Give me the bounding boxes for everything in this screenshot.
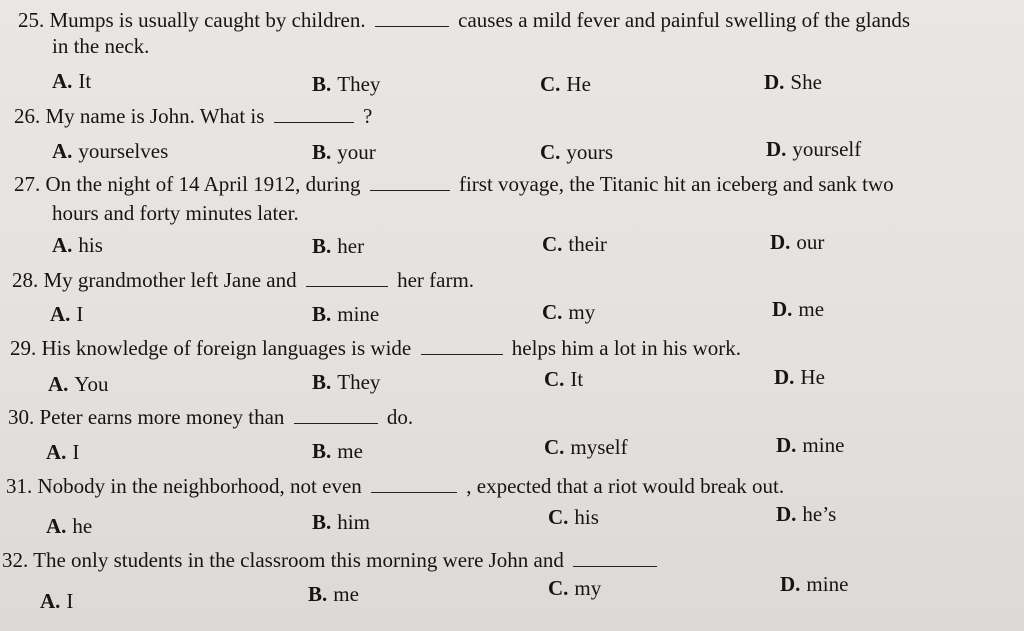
option-c[interactable]: C. his: [548, 505, 599, 529]
option-b[interactable]: B. mine: [312, 302, 380, 326]
option-c[interactable]: C. yours: [540, 140, 614, 164]
option-b[interactable]: B. me: [312, 439, 363, 463]
question-number: 26.: [14, 104, 41, 128]
question-text-after: her farm.: [397, 268, 475, 292]
answer-blank: [294, 405, 378, 424]
question-text-before: My name is John. What is: [45, 104, 265, 128]
question-number: 28.: [12, 268, 39, 292]
option-b[interactable]: B. me: [308, 582, 359, 606]
option-c[interactable]: C. It: [544, 367, 584, 391]
question-31: [6, 474, 784, 498]
option-a[interactable]: A. You: [48, 372, 109, 396]
question-number: 27.: [14, 172, 41, 196]
question-25-continuation: in the neck.: [52, 34, 150, 58]
question-number: 31.: [6, 474, 33, 498]
option-a[interactable]: A. It: [52, 69, 92, 93]
question-27-continuation: hours and forty minutes later.: [52, 201, 299, 225]
question-number: 25.: [18, 8, 45, 32]
option-c[interactable]: C. my: [548, 576, 602, 600]
answer-blank: [306, 268, 388, 287]
option-d[interactable]: D. She: [764, 70, 822, 94]
option-d[interactable]: D. mine: [776, 433, 845, 457]
option-d[interactable]: D. mine: [780, 572, 849, 596]
answer-blank: [421, 336, 503, 355]
question-29: [10, 336, 741, 360]
question-28: [12, 268, 474, 292]
question-text-before: Peter earns more money than: [39, 405, 285, 429]
option-b[interactable]: B. her: [312, 234, 365, 258]
question-number: 32.: [2, 548, 29, 572]
answer-blank: [375, 8, 449, 27]
question-text-before: On the night of 14 April 1912, during: [45, 172, 361, 196]
question-25: [18, 8, 910, 32]
question-text-after: ?: [362, 104, 373, 128]
option-a[interactable]: A. I: [46, 440, 80, 464]
answer-blank: [573, 548, 657, 567]
question-text-after: causes a mild fever and painful swelling of the glands: [458, 8, 911, 32]
question-text-before: The only students in the classroom this morning were John and: [33, 548, 564, 572]
option-c[interactable]: C. my: [542, 300, 596, 324]
option-a[interactable]: A. I: [50, 302, 84, 326]
option-b[interactable]: B. They: [312, 370, 381, 394]
question-number: 29.: [10, 336, 37, 360]
question-32: [2, 548, 661, 572]
question-26: [14, 104, 372, 128]
question-text-after: , expected that a riot would break out.: [466, 474, 785, 498]
option-d[interactable]: D. he’s: [776, 502, 837, 526]
answer-blank: [274, 104, 354, 123]
option-c[interactable]: C. their: [542, 232, 607, 256]
option-d[interactable]: D. yourself: [766, 137, 862, 161]
question-text-before: His knowledge of foreign languages is wide: [41, 336, 412, 360]
option-a[interactable]: A. he: [46, 514, 93, 538]
question-27: [14, 172, 894, 196]
option-b[interactable]: B. him: [312, 510, 370, 534]
option-c[interactable]: C. He: [540, 72, 591, 96]
question-text-after: helps him a lot in his work.: [511, 336, 741, 360]
question-text-before: Mumps is usually caught by children.: [49, 8, 366, 32]
answer-blank: [371, 474, 457, 493]
option-d[interactable]: D. me: [772, 297, 825, 321]
option-b[interactable]: B. your: [312, 140, 376, 164]
option-a[interactable]: A. I: [40, 589, 74, 613]
question-text-before: Nobody in the neighborhood, not even: [37, 474, 362, 498]
question-number: 30.: [8, 405, 35, 429]
option-d[interactable]: D. our: [770, 230, 825, 254]
option-c[interactable]: C. myself: [544, 435, 628, 459]
option-a[interactable]: A. yourselves: [52, 139, 169, 163]
option-d[interactable]: D. He: [774, 365, 825, 389]
question-text-after: first voyage, the Titanic hit an iceberg and sank two: [458, 172, 894, 196]
option-b[interactable]: B. They: [312, 72, 381, 96]
question-text-before: My grandmother left Jane and: [43, 268, 297, 292]
answer-blank: [370, 172, 450, 191]
question-text-after: do.: [386, 405, 414, 429]
question-30: [8, 405, 413, 429]
option-a[interactable]: A. his: [52, 233, 103, 257]
